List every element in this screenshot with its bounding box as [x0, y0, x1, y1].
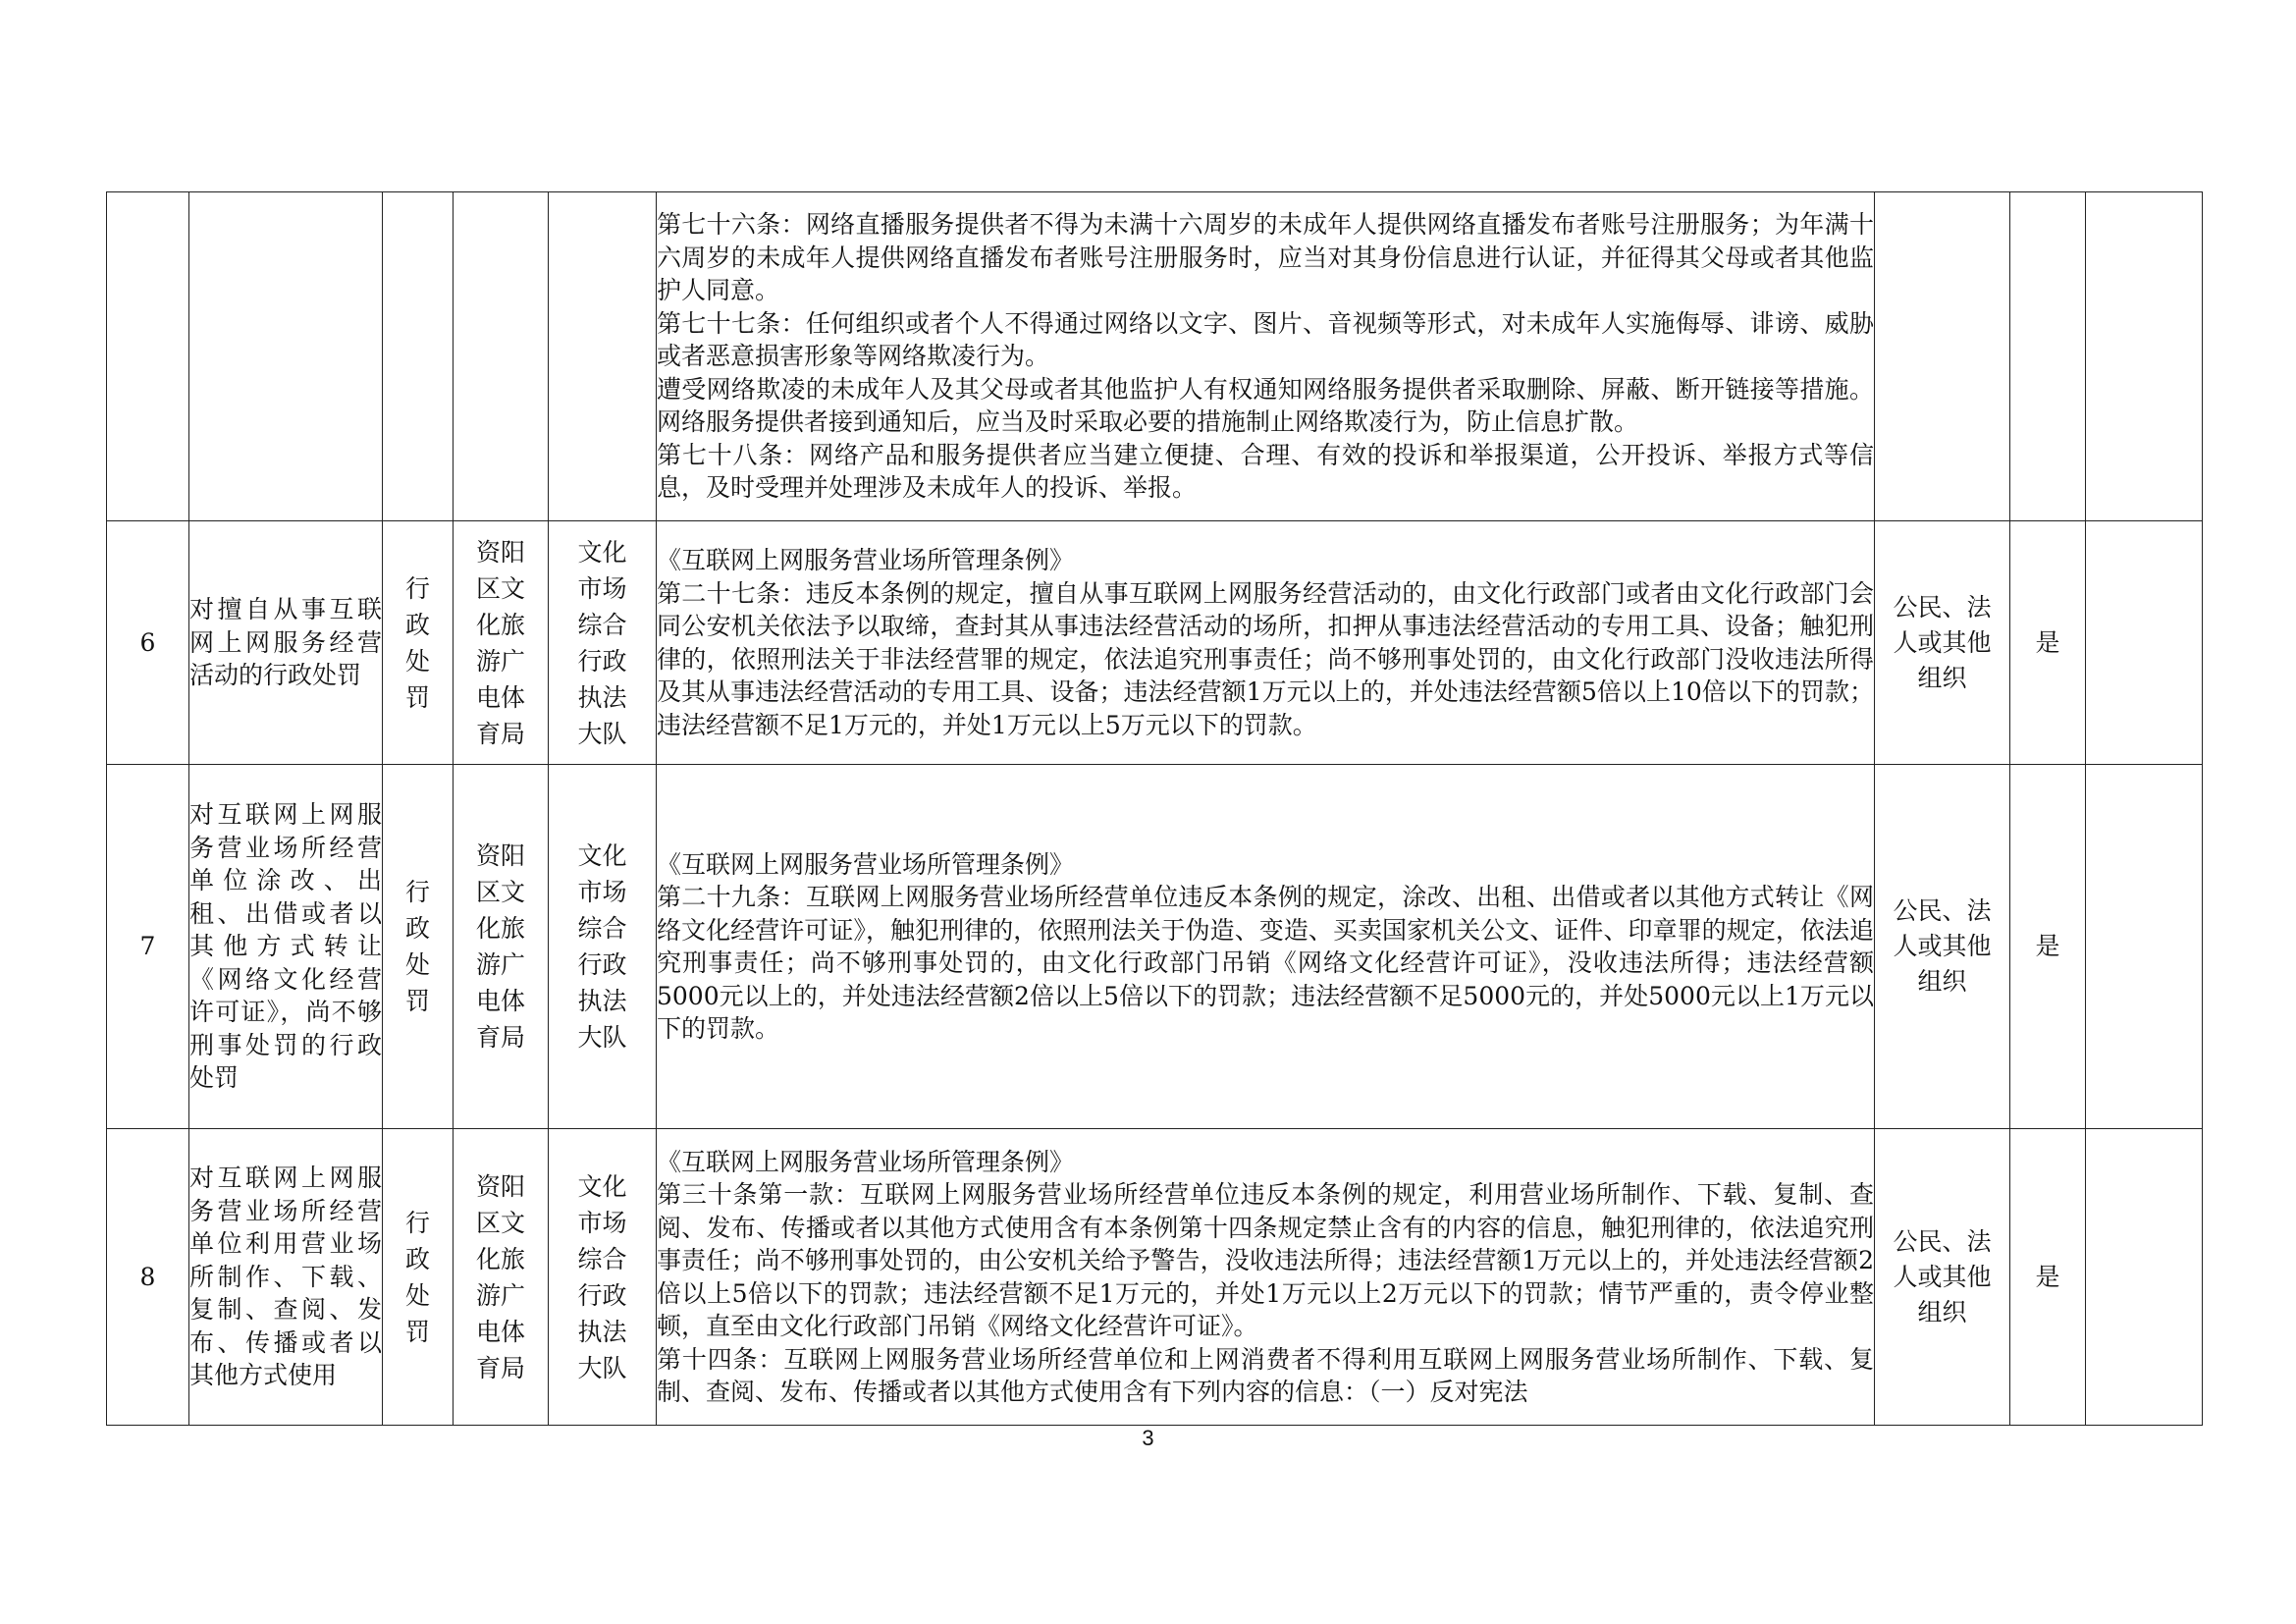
table-row	[107, 521, 2203, 765]
applicable-flag: 是	[2010, 521, 2086, 765]
row-number: 6	[107, 521, 189, 765]
item-category	[383, 1129, 454, 1426]
department-text: 资阳区文化旅游广电体育局	[475, 841, 525, 1052]
enforcement-unit-text: 文化市场综合行政执法大队	[577, 841, 627, 1052]
enforcement-unit	[549, 192, 657, 521]
target-object	[1875, 192, 2010, 521]
basis-paragraph: 《互联网上网服务营业场所管理条例》	[657, 546, 1075, 574]
remarks	[2086, 765, 2203, 1129]
basis-paragraph: 第二十九条：互联网上网服务营业场所经营单位违反本条例的规定，涂改、出租、出借或者以其他方式转让《网络文化经营许可证》，触犯刑律的，依照刑法关于伪造、变造、买卖国家机关公文、证件、印章罪的规定，依法追究刑事责任；尚不够刑事处罚的，由文化行政部门吊销《网络文化经营许可证》，没收违法所得；违法经营额5000元以上的，并处违法经营额2倍以上5倍以下的罚款；违法经营额不足5000元的，并处5000元以上1万元以下的罚款。	[657, 883, 1874, 1043]
remarks	[2086, 192, 2203, 521]
department-text: 资阳区文化旅游广电体育局	[475, 537, 525, 748]
enforcement-unit	[549, 765, 657, 1129]
legal-basis	[657, 765, 1875, 1129]
applicable-flag: 是	[2010, 1129, 2086, 1426]
department-text: 资阳区文化旅游广电体育局	[475, 1171, 525, 1382]
department	[454, 192, 549, 521]
item-category	[383, 765, 454, 1129]
item-category-text: 行政处罚	[404, 1208, 430, 1346]
item-name	[189, 192, 383, 521]
enforcement-unit-text: 文化市场综合行政执法大队	[577, 537, 627, 748]
basis-paragraph: 第七十七条：任何组织或者个人不得通过网络以文字、图片、音视频等形式，对未成年人实施侮辱、诽谤、威胁或者恶意损害形象等网络欺凌行为。	[657, 308, 1874, 371]
basis-paragraph: 第七十八条：网络产品和服务提供者应当建立便捷、合理、有效的投诉和举报渠道，公开投诉、举报方式等信息，及时受理并处理涉及未成年人的投诉、举报。	[657, 440, 1874, 503]
basis-paragraph: 《互联网上网服务营业场所管理条例》	[657, 849, 1075, 879]
legal-basis	[657, 521, 1875, 765]
department	[454, 765, 549, 1129]
row-number: 7	[107, 765, 189, 1129]
remarks	[2086, 521, 2203, 765]
row-number: 8	[107, 1129, 189, 1426]
page-number: 3	[1142, 1426, 1154, 1450]
item-name: 对互联网上网服务营业场所经营单位利用营业场所制作、下载、复制、查阅、发布、传播或者以其他方式使用	[189, 1129, 383, 1426]
item-category-text: 行政处罚	[404, 573, 430, 712]
item-name: 对互联网上网服务营业场所经营单位涂改、出租、出借或者以其他方式转让《网络文化经营许可证》，尚不够刑事处罚的行政处罚	[189, 765, 383, 1129]
item-category-text: 行政处罚	[404, 878, 430, 1015]
target-object-text: 公民、法人或其他组织	[1893, 592, 1992, 692]
target-object	[1875, 765, 2010, 1129]
item-category	[383, 521, 454, 765]
legal-basis	[657, 192, 1875, 521]
basis-paragraph: 第三十条第一款：互联网上网服务营业场所经营单位违反本条例的规定，利用营业场所制作、下载、复制、查阅、发布、传播或者以其他方式使用含有本条例第十四条规定禁止含有的内容的信息，触犯刑律的，依法追究刑事责任；尚不够刑事处罚的，由公安机关给予警告，没收违法所得；违法经营额1万元以上的，并处违法经营额2倍以上5倍以下的罚款；违法经营额不足1万元的，并处1万元以上2万元以下的罚款；情节严重的，责令停业整顿，直至由文化行政部门吊销《网络文化经营许可证》。	[657, 1180, 1874, 1340]
basis-paragraph: 遭受网络欺凌的未成年人及其父母或者其他监护人有权通知网络服务提供者采取删除、屏蔽、断开链接等措施。网络服务提供者接到通知后，应当及时采取必要的措施制止网络欺凌行为，防止信息扩散。	[657, 374, 1874, 437]
basis-paragraph: 第十四条：互联网上网服务营业场所经营单位和上网消费者不得利用互联网上网服务营业场所制作、下载、复制、查阅、发布、传播或者以其他方式使用含有下列内容的信息：（一）反对宪法	[657, 1344, 1874, 1406]
department	[454, 521, 549, 765]
enforcement-unit	[549, 1129, 657, 1426]
basis-paragraph: 第七十六条：网络直播服务提供者不得为未满十六周岁的未成年人提供网络直播发布者账号注册服务；为年满十六周岁的未成年人提供网络直播发布者账号注册服务时，应当对其身份信息进行认证，并征得其父母或者其他监护人同意。	[657, 210, 1874, 305]
enforcement-table	[106, 191, 2203, 1426]
table-row	[107, 765, 2203, 1129]
enforcement-unit	[549, 521, 657, 765]
item-category	[383, 192, 454, 521]
legal-basis	[657, 1129, 1875, 1426]
applicable-flag	[2010, 192, 2086, 521]
table-row	[107, 192, 2203, 521]
target-object	[1875, 1129, 2010, 1426]
table-row	[107, 1129, 2203, 1426]
target-object-text: 公民、法人或其他组织	[1893, 1226, 1992, 1326]
target-object	[1875, 521, 2010, 765]
remarks	[2086, 1129, 2203, 1426]
basis-paragraph: 第二十七条：违反本条例的规定，擅自从事互联网上网服务经营活动的，由文化行政部门或者由文化行政部门会同公安机关依法予以取缔，查封其从事违法经营活动的场所，扣押从事违法经营活动的专用工具、设备；触犯刑律的，依照刑法关于非法经营罪的规定，依法追究刑事责任；尚不够刑事处罚的，由文化行政部门没收违法所得及其从事违法经营活动的专用工具、设备；违法经营额1万元以上的，并处违法经营额5倍以上10倍以下的罚款；违法经营额不足1万元的，并处1万元以上5万元以下的罚款。	[657, 578, 1874, 739]
target-object-text: 公民、法人或其他组织	[1893, 896, 1992, 996]
row-number	[107, 192, 189, 521]
basis-paragraph: 《互联网上网服务营业场所管理条例》	[657, 1147, 1075, 1176]
enforcement-unit-text: 文化市场综合行政执法大队	[577, 1171, 627, 1382]
applicable-flag: 是	[2010, 765, 2086, 1129]
item-name: 对擅自从事互联网上网服务经营活动的行政处罚	[189, 521, 383, 765]
department	[454, 1129, 549, 1426]
